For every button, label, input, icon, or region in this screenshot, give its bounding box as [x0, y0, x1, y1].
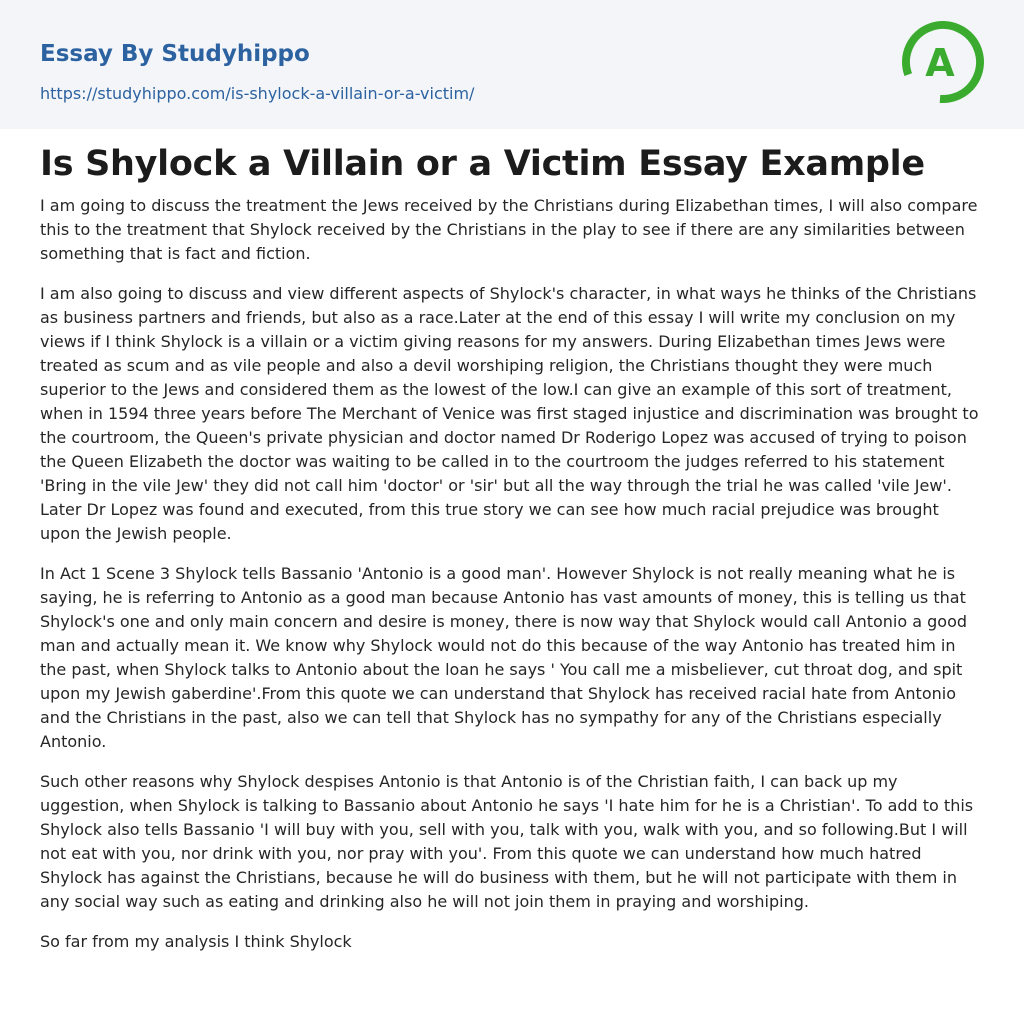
- paragraph-5: So far from my analysis I think Shylock: [40, 932, 352, 951]
- paragraph-4: Such other reasons why Shylock despises Antonio is that Antonio is of the Christian faith, I can back up my uggestion, when Shylock is talking to Bassanio about Antonio he says 'I hate him for he is a Christian'. To add to this Shylock also tells Bassanio 'I will buy with you, sell with you, talk with you, walk with you, and so following.But I will not eat with you, nor drink with you, nor pray with you'. From this quote we can understand how much hatred Shylock has against the Christians, because he will do business with them, but he will not participate with them in any social way such as eating and drinking also he will not join them in praying and worshiping.: [40, 772, 974, 911]
- article-body: [40, 194, 984, 970]
- paragraph-3: In Act 1 Scene 3 Shylock tells Bassanio 'Antonio is a good man'. However Shylock is not really meaning what he is saying, he is referring to Antonio as a good man because Antonio has vast amounts of money, this is telling us that Shylock's one and only main concern and desire is money, there is now way that Shylock would call Antonio a good man and actually mean it. We know why Shylock would not do this because of the way Antonio has treated him in the past, when Shylock talks to Antonio about the loan he says ' You call me a misbeliever, cut throat dog, and spit upon my Jewish gaberdine'.From this quote we can understand that Shylock has received racial hate from Antonio and the Christians in the past, also we can tell that Shylock has no sympathy for any of the Christians especially Antonio.: [40, 564, 968, 751]
- paragraph-2: I am also going to discuss and view different aspects of Shylock's character, in what ways he thinks of the Christians as business partners and friends, but also as a race.Later at the end of this essay I will write my conclusion on my views if I think Shylock is a villain or a victim giving reasons for my answers. During Elizabethan times Jews were treated as scum and as vile people and also a devil worshiping religion, the Christians thought they were much superior to the Jews and considered them as the lowest of the low.I can give an example of this sort of treatment, when in 1594 three years before The Merchant of Venice was first staged injustice and discrimination was brought to the courtroom, the Queen's private physician and doctor named Dr Roderigo Lopez was accused of trying to poison the Queen Elizabeth the doctor was waiting to be called in to the courtroom the judges referred to his statement 'Bring in the vile Jew' they did not call him 'doctor' or 'sir' but all the way through the trial he was called 'vile Jew'. Later Dr Lopez was found and executed, from this true story we can see how much racial prejudice was brought upon the Jewish people.: [40, 284, 979, 543]
- page-title: Is Shylock a Villain or a Victim Essay Example: [40, 144, 925, 184]
- studyhippo-logo-icon[interactable]: [900, 19, 986, 105]
- page-url-link[interactable]: https://studyhippo.com/is-shylock-a-villain-or-a-victim/: [40, 84, 475, 103]
- paragraph-1: I am going to discuss the treatment the Jews received by the Christians during Elizabethan times, I will also compare this to the treatment that Shylock received by the Christians in the play to see if there are any similarities between something that is fact and fiction.: [40, 196, 978, 263]
- logo-letter: A: [925, 41, 955, 85]
- site-name[interactable]: Essay By Studyhippo: [40, 41, 310, 67]
- site-header: [0, 0, 1024, 129]
